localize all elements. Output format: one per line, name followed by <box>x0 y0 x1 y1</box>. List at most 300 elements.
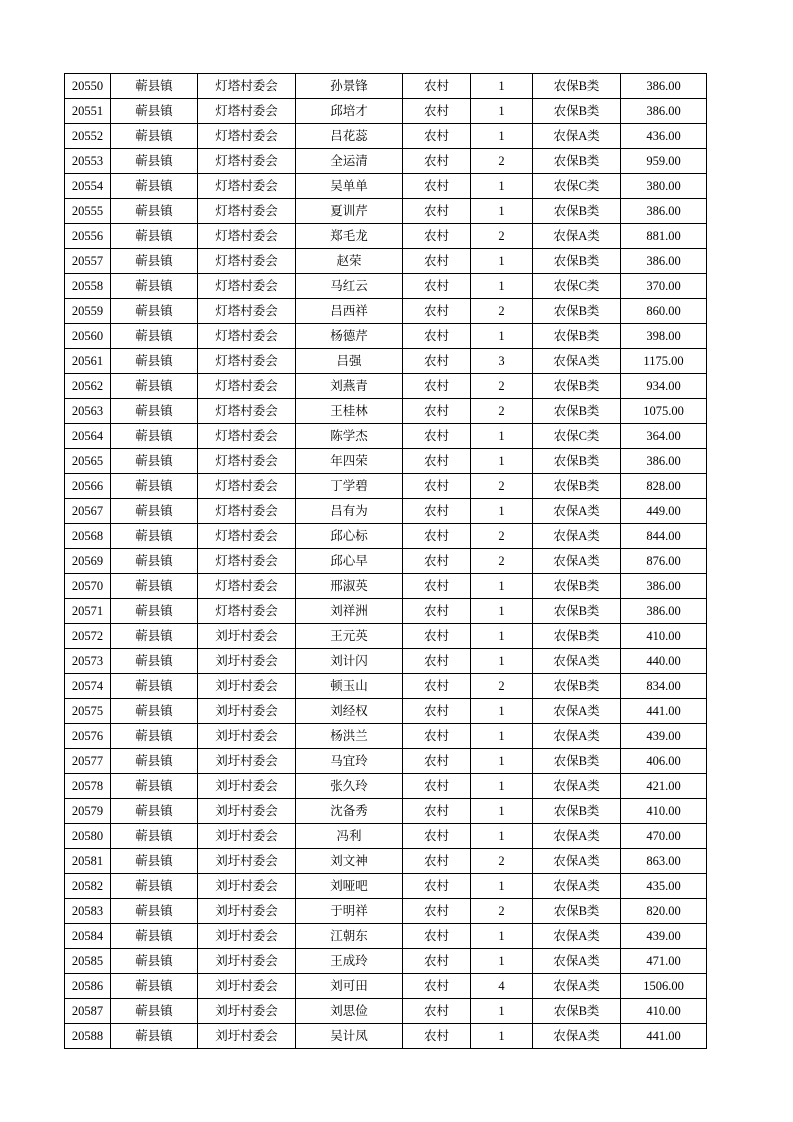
cell-id: 20574 <box>65 674 111 699</box>
cell-residence: 农村 <box>403 549 471 574</box>
cell-id: 20566 <box>65 474 111 499</box>
cell-town: 蕲县镇 <box>111 874 198 899</box>
cell-amount: 386.00 <box>621 74 707 99</box>
cell-category: 农保B类 <box>533 149 621 174</box>
cell-persons: 1 <box>471 324 533 349</box>
cell-town: 蕲县镇 <box>111 324 198 349</box>
cell-town: 蕲县镇 <box>111 349 198 374</box>
records-table <box>64 73 707 1049</box>
table-row <box>65 599 707 624</box>
cell-residence: 农村 <box>403 599 471 624</box>
cell-town: 蕲县镇 <box>111 174 198 199</box>
cell-village: 刘圩村委会 <box>198 774 296 799</box>
cell-town: 蕲县镇 <box>111 624 198 649</box>
cell-amount: 863.00 <box>621 849 707 874</box>
cell-amount: 441.00 <box>621 699 707 724</box>
cell-town: 蕲县镇 <box>111 274 198 299</box>
table-row <box>65 274 707 299</box>
cell-amount: 439.00 <box>621 924 707 949</box>
cell-category: 农保A类 <box>533 974 621 999</box>
cell-id: 20579 <box>65 799 111 824</box>
cell-village: 灯塔村委会 <box>198 224 296 249</box>
cell-name: 杨洪兰 <box>296 724 403 749</box>
cell-id: 20582 <box>65 874 111 899</box>
cell-town: 蕲县镇 <box>111 224 198 249</box>
cell-town: 蕲县镇 <box>111 574 198 599</box>
cell-village: 灯塔村委会 <box>198 549 296 574</box>
cell-village: 灯塔村委会 <box>198 349 296 374</box>
cell-amount: 959.00 <box>621 149 707 174</box>
cell-village: 灯塔村委会 <box>198 124 296 149</box>
cell-name: 于明祥 <box>296 899 403 924</box>
cell-village: 灯塔村委会 <box>198 199 296 224</box>
cell-category: 农保B类 <box>533 674 621 699</box>
cell-name: 王桂林 <box>296 399 403 424</box>
cell-village: 刘圩村委会 <box>198 674 296 699</box>
cell-town: 蕲县镇 <box>111 824 198 849</box>
cell-id: 20556 <box>65 224 111 249</box>
cell-name: 顿玉山 <box>296 674 403 699</box>
cell-town: 蕲县镇 <box>111 149 198 174</box>
cell-category: 农保B类 <box>533 999 621 1024</box>
cell-village: 灯塔村委会 <box>198 99 296 124</box>
cell-village: 刘圩村委会 <box>198 624 296 649</box>
cell-village: 刘圩村委会 <box>198 899 296 924</box>
cell-town: 蕲县镇 <box>111 374 198 399</box>
cell-residence: 农村 <box>403 249 471 274</box>
cell-category: 农保B类 <box>533 249 621 274</box>
cell-category: 农保B类 <box>533 399 621 424</box>
cell-amount: 421.00 <box>621 774 707 799</box>
cell-amount: 1506.00 <box>621 974 707 999</box>
cell-category: 农保A类 <box>533 874 621 899</box>
cell-category: 农保B类 <box>533 899 621 924</box>
cell-residence: 农村 <box>403 124 471 149</box>
cell-residence: 农村 <box>403 299 471 324</box>
cell-name: 邱心早 <box>296 549 403 574</box>
cell-amount: 860.00 <box>621 299 707 324</box>
cell-residence: 农村 <box>403 774 471 799</box>
cell-town: 蕲县镇 <box>111 649 198 674</box>
cell-name: 王元英 <box>296 624 403 649</box>
cell-village: 刘圩村委会 <box>198 824 296 849</box>
cell-village: 刘圩村委会 <box>198 949 296 974</box>
cell-residence: 农村 <box>403 399 471 424</box>
cell-village: 灯塔村委会 <box>198 374 296 399</box>
cell-village: 灯塔村委会 <box>198 324 296 349</box>
table-row <box>65 974 707 999</box>
table-row <box>65 574 707 599</box>
cell-residence: 农村 <box>403 149 471 174</box>
cell-amount: 410.00 <box>621 799 707 824</box>
table-row <box>65 449 707 474</box>
cell-amount: 440.00 <box>621 649 707 674</box>
cell-persons: 2 <box>471 474 533 499</box>
cell-village: 刘圩村委会 <box>198 749 296 774</box>
table-row <box>65 74 707 99</box>
cell-residence: 农村 <box>403 749 471 774</box>
table-row <box>65 799 707 824</box>
cell-amount: 370.00 <box>621 274 707 299</box>
cell-name: 刘计闪 <box>296 649 403 674</box>
cell-persons: 2 <box>471 399 533 424</box>
cell-residence: 农村 <box>403 999 471 1024</box>
cell-name: 郑毛龙 <box>296 224 403 249</box>
cell-id: 20550 <box>65 74 111 99</box>
cell-residence: 农村 <box>403 424 471 449</box>
cell-id: 20573 <box>65 649 111 674</box>
cell-residence: 农村 <box>403 649 471 674</box>
cell-id: 20558 <box>65 274 111 299</box>
cell-amount: 380.00 <box>621 174 707 199</box>
cell-persons: 1 <box>471 799 533 824</box>
cell-id: 20564 <box>65 424 111 449</box>
cell-persons: 1 <box>471 449 533 474</box>
cell-name: 马红云 <box>296 274 403 299</box>
cell-id: 20568 <box>65 524 111 549</box>
cell-id: 20565 <box>65 449 111 474</box>
cell-residence: 农村 <box>403 74 471 99</box>
cell-persons: 2 <box>471 849 533 874</box>
cell-amount: 828.00 <box>621 474 707 499</box>
cell-name: 刘文神 <box>296 849 403 874</box>
cell-amount: 449.00 <box>621 499 707 524</box>
cell-id: 20576 <box>65 724 111 749</box>
cell-town: 蕲县镇 <box>111 899 198 924</box>
cell-category: 农保B类 <box>533 299 621 324</box>
cell-village: 灯塔村委会 <box>198 524 296 549</box>
cell-town: 蕲县镇 <box>111 849 198 874</box>
cell-name: 刘燕青 <box>296 374 403 399</box>
cell-amount: 410.00 <box>621 999 707 1024</box>
cell-town: 蕲县镇 <box>111 249 198 274</box>
cell-amount: 386.00 <box>621 449 707 474</box>
cell-id: 20554 <box>65 174 111 199</box>
table-row <box>65 924 707 949</box>
cell-persons: 2 <box>471 674 533 699</box>
cell-category: 农保A类 <box>533 1024 621 1049</box>
cell-persons: 1 <box>471 274 533 299</box>
cell-name: 夏训芹 <box>296 199 403 224</box>
cell-amount: 386.00 <box>621 599 707 624</box>
cell-amount: 470.00 <box>621 824 707 849</box>
table-row <box>65 149 707 174</box>
cell-residence: 农村 <box>403 349 471 374</box>
cell-village: 灯塔村委会 <box>198 574 296 599</box>
cell-id: 20583 <box>65 899 111 924</box>
cell-town: 蕲县镇 <box>111 74 198 99</box>
cell-village: 灯塔村委会 <box>198 74 296 99</box>
table-row <box>65 849 707 874</box>
cell-amount: 439.00 <box>621 724 707 749</box>
cell-category: 农保B类 <box>533 574 621 599</box>
cell-village: 灯塔村委会 <box>198 249 296 274</box>
cell-category: 农保B类 <box>533 324 621 349</box>
cell-residence: 农村 <box>403 174 471 199</box>
cell-village: 刘圩村委会 <box>198 924 296 949</box>
cell-persons: 2 <box>471 374 533 399</box>
cell-persons: 1 <box>471 599 533 624</box>
table-row <box>65 99 707 124</box>
cell-residence: 农村 <box>403 699 471 724</box>
cell-name: 刘经权 <box>296 699 403 724</box>
cell-village: 刘圩村委会 <box>198 974 296 999</box>
cell-persons: 1 <box>471 99 533 124</box>
cell-persons: 1 <box>471 999 533 1024</box>
cell-id: 20575 <box>65 699 111 724</box>
cell-amount: 410.00 <box>621 624 707 649</box>
cell-residence: 农村 <box>403 274 471 299</box>
table-row <box>65 199 707 224</box>
cell-category: 农保A类 <box>533 949 621 974</box>
cell-amount: 364.00 <box>621 424 707 449</box>
table-row <box>65 999 707 1024</box>
cell-residence: 农村 <box>403 574 471 599</box>
cell-persons: 1 <box>471 174 533 199</box>
cell-category: 农保B类 <box>533 74 621 99</box>
cell-id: 20577 <box>65 749 111 774</box>
cell-persons: 1 <box>471 574 533 599</box>
cell-residence: 农村 <box>403 799 471 824</box>
cell-id: 20572 <box>65 624 111 649</box>
cell-town: 蕲县镇 <box>111 949 198 974</box>
cell-name: 赵荣 <box>296 249 403 274</box>
cell-town: 蕲县镇 <box>111 424 198 449</box>
table-row <box>65 174 707 199</box>
table-row <box>65 374 707 399</box>
cell-town: 蕲县镇 <box>111 449 198 474</box>
cell-name: 王成玲 <box>296 949 403 974</box>
cell-id: 20586 <box>65 974 111 999</box>
cell-town: 蕲县镇 <box>111 799 198 824</box>
cell-id: 20580 <box>65 824 111 849</box>
cell-category: 农保B类 <box>533 799 621 824</box>
cell-village: 灯塔村委会 <box>198 274 296 299</box>
cell-name: 丁学碧 <box>296 474 403 499</box>
cell-amount: 386.00 <box>621 199 707 224</box>
cell-town: 蕲县镇 <box>111 399 198 424</box>
cell-name: 吕有为 <box>296 499 403 524</box>
table-row <box>65 349 707 374</box>
cell-id: 20570 <box>65 574 111 599</box>
cell-village: 灯塔村委会 <box>198 599 296 624</box>
cell-amount: 471.00 <box>621 949 707 974</box>
cell-name: 吕花蕊 <box>296 124 403 149</box>
table-row <box>65 949 707 974</box>
cell-amount: 934.00 <box>621 374 707 399</box>
cell-persons: 1 <box>471 924 533 949</box>
cell-persons: 1 <box>471 124 533 149</box>
cell-amount: 398.00 <box>621 324 707 349</box>
cell-name: 邱培才 <box>296 99 403 124</box>
cell-residence: 农村 <box>403 849 471 874</box>
cell-town: 蕲县镇 <box>111 674 198 699</box>
cell-category: 农保A类 <box>533 824 621 849</box>
cell-residence: 农村 <box>403 499 471 524</box>
cell-category: 农保B类 <box>533 199 621 224</box>
cell-town: 蕲县镇 <box>111 99 198 124</box>
cell-residence: 农村 <box>403 824 471 849</box>
records-table-body <box>65 74 707 1049</box>
cell-id: 20584 <box>65 924 111 949</box>
cell-id: 20557 <box>65 249 111 274</box>
cell-town: 蕲县镇 <box>111 499 198 524</box>
cell-category: 农保B类 <box>533 599 621 624</box>
cell-name: 孙景锋 <box>296 74 403 99</box>
cell-village: 灯塔村委会 <box>198 399 296 424</box>
cell-name: 吕西祥 <box>296 299 403 324</box>
cell-category: 农保A类 <box>533 349 621 374</box>
cell-name: 邱心标 <box>296 524 403 549</box>
cell-town: 蕲县镇 <box>111 474 198 499</box>
cell-persons: 1 <box>471 824 533 849</box>
cell-category: 农保B类 <box>533 624 621 649</box>
cell-id: 20587 <box>65 999 111 1024</box>
cell-category: 农保B类 <box>533 474 621 499</box>
cell-category: 农保A类 <box>533 524 621 549</box>
cell-id: 20581 <box>65 849 111 874</box>
cell-persons: 2 <box>471 149 533 174</box>
cell-id: 20585 <box>65 949 111 974</box>
cell-village: 灯塔村委会 <box>198 149 296 174</box>
cell-village: 灯塔村委会 <box>198 299 296 324</box>
cell-town: 蕲县镇 <box>111 924 198 949</box>
cell-name: 吕强 <box>296 349 403 374</box>
cell-town: 蕲县镇 <box>111 299 198 324</box>
table-row <box>65 724 707 749</box>
cell-amount: 876.00 <box>621 549 707 574</box>
cell-amount: 386.00 <box>621 99 707 124</box>
table-row <box>65 524 707 549</box>
cell-id: 20560 <box>65 324 111 349</box>
cell-town: 蕲县镇 <box>111 724 198 749</box>
cell-name: 刘祥洲 <box>296 599 403 624</box>
cell-persons: 1 <box>471 199 533 224</box>
cell-category: 农保A类 <box>533 924 621 949</box>
cell-id: 20588 <box>65 1024 111 1049</box>
table-row <box>65 224 707 249</box>
cell-persons: 3 <box>471 349 533 374</box>
cell-village: 灯塔村委会 <box>198 424 296 449</box>
cell-persons: 2 <box>471 224 533 249</box>
cell-residence: 农村 <box>403 949 471 974</box>
cell-name: 陈学杰 <box>296 424 403 449</box>
cell-name: 张久玲 <box>296 774 403 799</box>
cell-persons: 2 <box>471 299 533 324</box>
table-row <box>65 424 707 449</box>
cell-residence: 农村 <box>403 524 471 549</box>
cell-amount: 436.00 <box>621 124 707 149</box>
table-row <box>65 249 707 274</box>
cell-category: 农保C类 <box>533 174 621 199</box>
cell-persons: 1 <box>471 424 533 449</box>
cell-category: 农保C类 <box>533 274 621 299</box>
table-row <box>65 399 707 424</box>
cell-residence: 农村 <box>403 224 471 249</box>
cell-village: 灯塔村委会 <box>198 499 296 524</box>
table-row <box>65 749 707 774</box>
cell-village: 刘圩村委会 <box>198 724 296 749</box>
table-row <box>65 624 707 649</box>
cell-residence: 农村 <box>403 974 471 999</box>
cell-residence: 农村 <box>403 624 471 649</box>
cell-name: 刘哑吧 <box>296 874 403 899</box>
cell-village: 刘圩村委会 <box>198 1024 296 1049</box>
cell-village: 刘圩村委会 <box>198 699 296 724</box>
cell-id: 20559 <box>65 299 111 324</box>
cell-village: 灯塔村委会 <box>198 174 296 199</box>
cell-amount: 834.00 <box>621 674 707 699</box>
cell-town: 蕲县镇 <box>111 999 198 1024</box>
cell-residence: 农村 <box>403 724 471 749</box>
cell-residence: 农村 <box>403 674 471 699</box>
cell-id: 20569 <box>65 549 111 574</box>
table-row <box>65 499 707 524</box>
cell-village: 刘圩村委会 <box>198 799 296 824</box>
cell-id: 20563 <box>65 399 111 424</box>
table-row <box>65 324 707 349</box>
cell-name: 刘思俭 <box>296 999 403 1024</box>
table-row <box>65 674 707 699</box>
cell-persons: 1 <box>471 249 533 274</box>
cell-residence: 农村 <box>403 374 471 399</box>
cell-persons: 1 <box>471 74 533 99</box>
cell-residence: 农村 <box>403 924 471 949</box>
table-row <box>65 1024 707 1049</box>
table-row <box>65 699 707 724</box>
cell-id: 20552 <box>65 124 111 149</box>
cell-name: 马宜玲 <box>296 749 403 774</box>
cell-persons: 1 <box>471 949 533 974</box>
table-row <box>65 474 707 499</box>
cell-town: 蕲县镇 <box>111 199 198 224</box>
cell-amount: 386.00 <box>621 574 707 599</box>
cell-persons: 2 <box>471 549 533 574</box>
cell-category: 农保C类 <box>533 424 621 449</box>
cell-village: 刘圩村委会 <box>198 874 296 899</box>
cell-name: 邢淑英 <box>296 574 403 599</box>
cell-name: 江朝东 <box>296 924 403 949</box>
cell-amount: 1175.00 <box>621 349 707 374</box>
cell-persons: 1 <box>471 624 533 649</box>
cell-id: 20561 <box>65 349 111 374</box>
cell-category: 农保B类 <box>533 374 621 399</box>
cell-id: 20553 <box>65 149 111 174</box>
table-row <box>65 774 707 799</box>
cell-town: 蕲县镇 <box>111 699 198 724</box>
cell-town: 蕲县镇 <box>111 974 198 999</box>
cell-id: 20571 <box>65 599 111 624</box>
cell-category: 农保B类 <box>533 449 621 474</box>
cell-town: 蕲县镇 <box>111 124 198 149</box>
cell-town: 蕲县镇 <box>111 749 198 774</box>
cell-category: 农保A类 <box>533 649 621 674</box>
cell-residence: 农村 <box>403 199 471 224</box>
cell-amount: 435.00 <box>621 874 707 899</box>
cell-name: 年四荣 <box>296 449 403 474</box>
cell-category: 农保A类 <box>533 774 621 799</box>
cell-name: 吴单单 <box>296 174 403 199</box>
cell-amount: 1075.00 <box>621 399 707 424</box>
cell-persons: 1 <box>471 1024 533 1049</box>
cell-amount: 386.00 <box>621 249 707 274</box>
table-row <box>65 899 707 924</box>
cell-id: 20555 <box>65 199 111 224</box>
cell-id: 20578 <box>65 774 111 799</box>
cell-amount: 820.00 <box>621 899 707 924</box>
cell-category: 农保A类 <box>533 224 621 249</box>
cell-category: 农保A类 <box>533 849 621 874</box>
